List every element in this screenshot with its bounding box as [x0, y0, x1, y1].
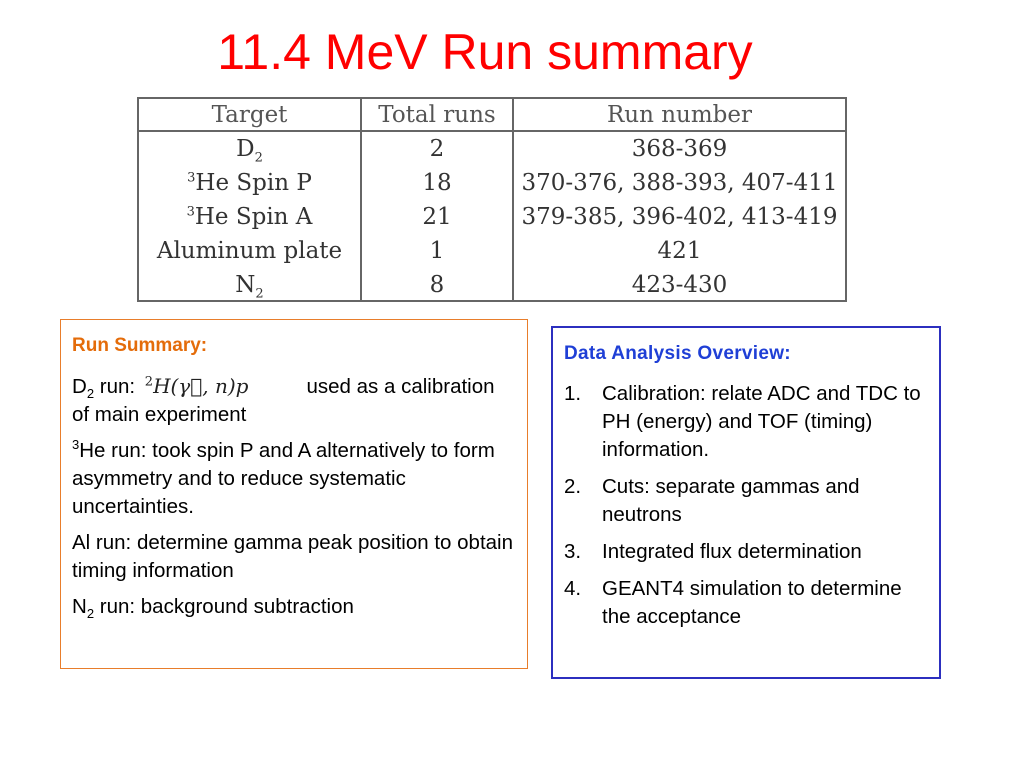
list-item-number: 3.	[564, 540, 582, 563]
table-row	[139, 166, 845, 200]
n2-run-paragraph: $N_2$ run: background subtraction	[72, 595, 354, 622]
table-row	[139, 200, 845, 234]
list-item	[564, 575, 929, 631]
list-item	[564, 538, 929, 566]
column-header-target: Target	[139, 99, 361, 131]
he3-run-paragraph: $^3$He run: took spin P and A alternatively to form asymmetry and to reduce systematic uncertainties.	[72, 437, 495, 518]
list-item	[564, 473, 929, 529]
column-header-run-number: Run number	[513, 99, 845, 131]
total-runs-cell: 18	[361, 166, 513, 200]
run-number-cell: 370-376, 388-393, 407-411	[513, 166, 845, 200]
target-cell: Aluminum plate	[156, 238, 343, 264]
target-cell: $^3$He Spin P	[187, 170, 312, 196]
list-item-text: Integrated flux determination	[602, 540, 862, 563]
table-row	[139, 234, 845, 268]
list-item-number: 4.	[564, 577, 582, 600]
target-cell: $D_2$	[236, 136, 263, 166]
reaction-formula: $^2$H(γ⃗, n)p	[144, 374, 249, 398]
total-runs-cell: 21	[361, 200, 513, 234]
slide-title: 11.4 MeV Run summary	[217, 24, 753, 80]
list-item-text: GEANT4 simulation to determine the acceptance	[602, 577, 902, 628]
target-cell: $N_2$	[235, 272, 264, 302]
d2-run-paragraph: $D_2$ run: $^2$H(γ⃗, n)p used as a calibration of main experiment	[72, 374, 495, 426]
list-item	[564, 380, 929, 464]
run-table	[137, 97, 847, 302]
analysis-overview-box	[551, 326, 941, 679]
target-cell: $^3$He Spin A	[186, 204, 313, 230]
list-item-number: 1.	[564, 382, 582, 405]
total-runs-cell: 8	[361, 268, 513, 302]
table-row	[139, 268, 845, 302]
al-run-paragraph: Al run: determine gamma peak position to obtain timing information	[72, 531, 514, 582]
table-row	[139, 131, 845, 166]
run-number-cell: 368-369	[513, 131, 845, 166]
run-summary-box	[60, 319, 528, 669]
list-item-number: 2.	[564, 475, 582, 498]
list-item-text: Cuts: separate gammas and neutrons	[602, 475, 860, 526]
total-runs-cell: 1	[361, 234, 513, 268]
run-summary-heading: Run Summary:	[72, 335, 208, 356]
run-number-cell: 379-385, 396-402, 413-419	[513, 200, 845, 234]
run-number-cell: 421	[513, 234, 845, 268]
list-item-text: Calibration: relate ADC and TDC to PH (energy) and TOF (timing) information.	[602, 382, 921, 461]
column-header-total-runs: Total runs	[361, 99, 513, 131]
total-runs-cell: 2	[361, 131, 513, 166]
analysis-overview-heading: Data Analysis Overview:	[564, 343, 791, 364]
table-header-row	[139, 99, 845, 131]
run-number-cell: 423-430	[513, 268, 845, 302]
